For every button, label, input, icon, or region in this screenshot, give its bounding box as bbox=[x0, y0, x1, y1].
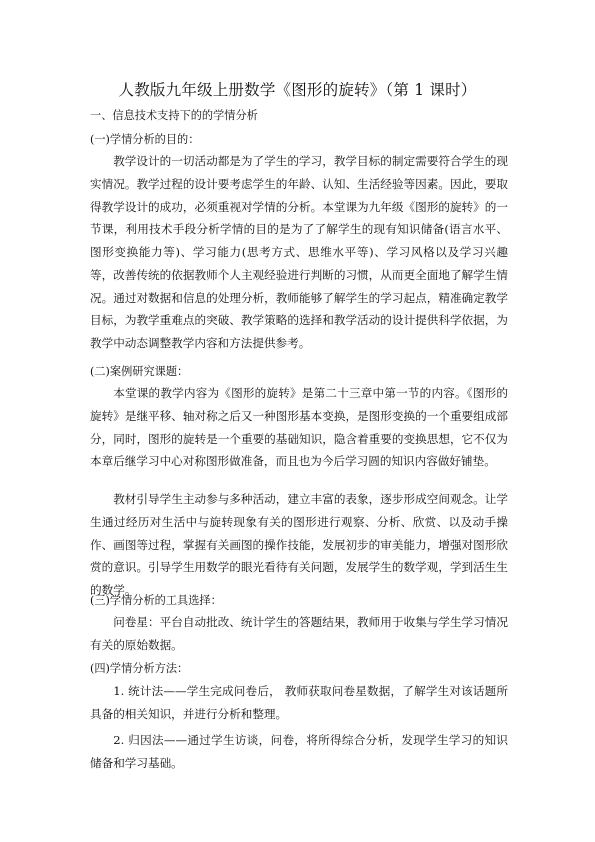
subsection-heading-tools: (三)学情分析的工具选择： bbox=[90, 594, 222, 607]
document-title: 人教版九年级上册数学《图形的旋转》（第 1 课时） bbox=[118, 81, 477, 99]
method-item-statistics: 1. 统计法——学生完成问卷后， 教师获取问卷星数据，了解学生对该话题所具备的相关知识，并进行分析和整理。 bbox=[90, 684, 508, 721]
paragraph-purpose: 教学设计的一切活动都是为了学生的学习，教学目标的制定需要符合学生的现实情况。教学过程的设计要考虑学生的年龄、认知、生活经验等因素。因此，要取得教学设计的成功，必须重视对学情的分析。本堂课为九年级《图形的旋转》的一节课，利用技术手段分析学情的目的是为了了解学生的现有知识储备(语言水平、图形变换能力等)、学习能力(思考方式、思维水平等)、学习风格以及学习兴趣等，改善传统的依据教师个人主观经验进行判断的习惯，从而更全面地了解学生情况。通过对数据和信息的处理分析，教师能够了解学生的学习起点，精准确定教学目标，为教学重难点的突破、教学策略的选择和教学活动的设计提供科学依据，为教学中动态调整教学内容和方法提供参考。 bbox=[90, 154, 508, 350]
paragraph-tools: 问卷星：平台自动批改、统计学生的答题结果，教师用于收集与学生学习情况有关的原始数据。 bbox=[90, 615, 508, 652]
subsection-heading-methods: (四)学情分析方法： bbox=[90, 662, 189, 675]
paragraph-topic-activities: 教材引导学生主动参与多种活动，建立丰富的表象，逐步形成空间观念。让学生通过经历对生活中与旋转现象有关的图形进行观察、分析、欣赏、以及动手操作、画图等过程，掌握有关画图的操作技能，发展初步的审美能力，增强对图形欣赏的意识。引导学生用数学的眼光看待有关问题，发展学生的数学观，学到活生生的数学。 bbox=[90, 492, 508, 597]
subsection-heading-topic: (二)案例研究课题： bbox=[90, 365, 189, 378]
method-item-attribution: 2. 归因法——通过学生访谈，问卷，将所得综合分析，发现学生学习的知识储备和学习基础。 bbox=[90, 733, 508, 770]
paragraph-topic-content: 本堂课的教学内容为《图形的旋转》是第二十三章中第一节的内容。《图形的旋转》是继平移、轴对称之后又一种图形基本变换，是图形变换的一个重要组成部分，同时，图形的旋转是一个重要的基础知识，隐含着重要的变换思想，它不仅为本章后继学习中心对称图形做准备，而且也为今后学习圆的知识内容做好铺垫。 bbox=[90, 386, 508, 469]
section-heading: 一、信息技术支持下的的学情分析 bbox=[90, 109, 258, 122]
subsection-heading-purpose: (一)学情分析的目的： bbox=[90, 133, 200, 146]
